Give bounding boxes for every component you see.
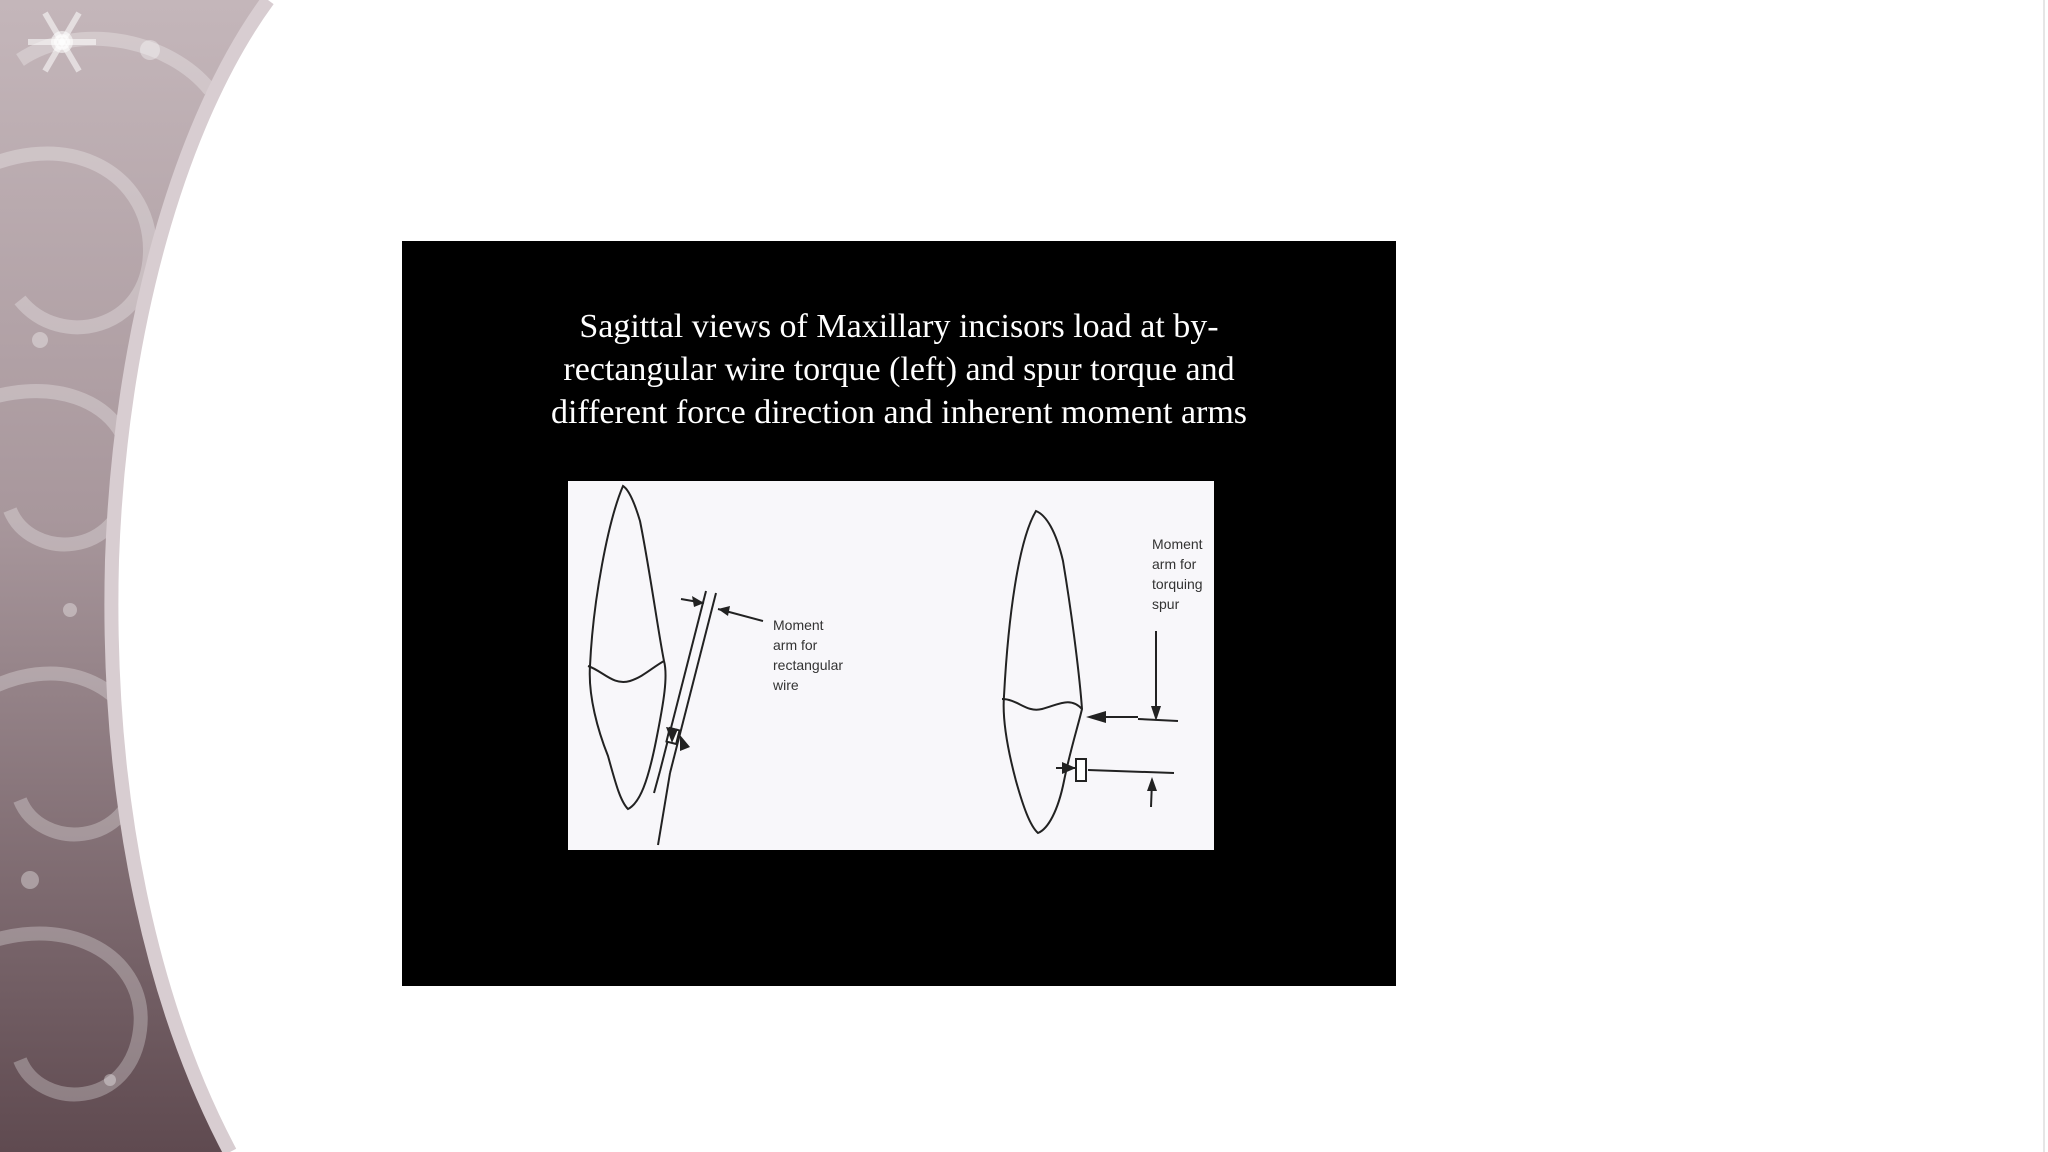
right-label-line: torquing xyxy=(1152,576,1203,592)
right-incisor-drawing xyxy=(1002,511,1082,833)
caption-line: different force direction and inherent moment arms xyxy=(550,394,1248,431)
left-wire xyxy=(654,591,763,845)
figure-panel xyxy=(402,241,1396,986)
caption-line: rectangular wire torque (left) and spur torque and xyxy=(563,351,1235,388)
right-label-line: spur xyxy=(1152,596,1180,612)
right-moment-arm-label xyxy=(1152,536,1206,612)
left-label-line: arm for xyxy=(773,637,818,653)
left-incisor-drawing xyxy=(588,486,666,809)
right-label-line: Moment xyxy=(1152,536,1203,552)
left-label-line: wire xyxy=(773,677,799,693)
left-moment-arm-label xyxy=(772,617,847,693)
caption-line: Sagittal views of Maxillary incisors load at by- xyxy=(579,308,1219,345)
right-label-line: arm for xyxy=(1152,556,1197,572)
incisor-torque-diagram xyxy=(568,481,1214,850)
left-label-line: Moment xyxy=(773,617,824,633)
right-spur-lines xyxy=(1056,631,1178,807)
left-label-line: rectangular xyxy=(773,657,844,673)
figure-caption xyxy=(402,305,1396,434)
